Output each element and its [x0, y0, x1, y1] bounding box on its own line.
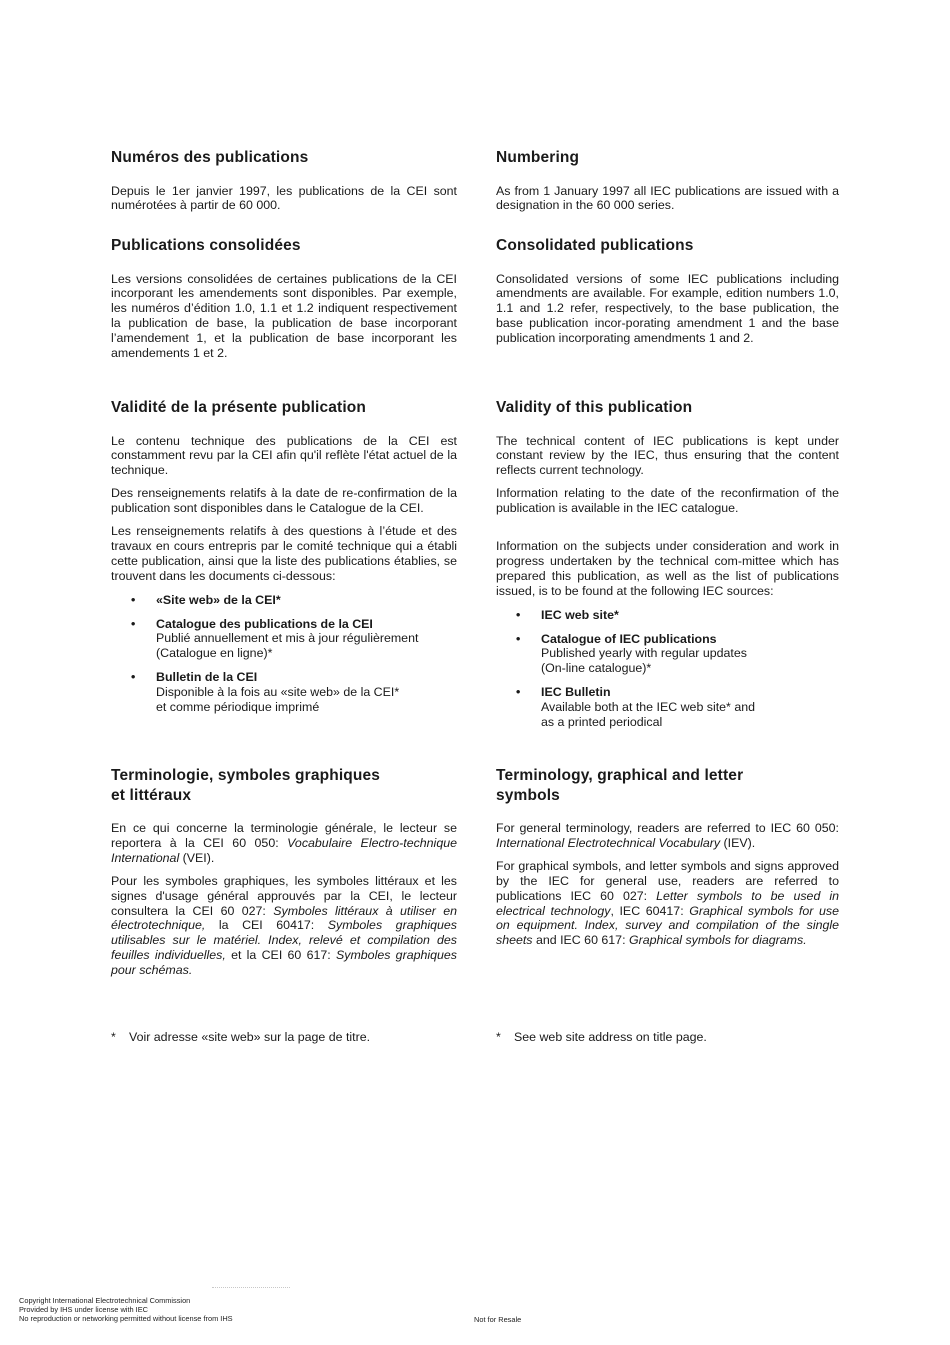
sources-list [496, 608, 839, 730]
reproduction-line: No reproduction or networking permitted without license from IHS [19, 1314, 233, 1323]
section-title: Consolidated publications [496, 237, 694, 254]
section-title: Validity of this publication [496, 399, 693, 416]
list-item: • Catalogue of IEC publications Published yearly with regular updates (On-line catalogue)* [516, 631, 747, 676]
section-title: Publications consolidées [111, 237, 301, 254]
section-consolidated-en [496, 236, 839, 354]
section-validity-fr [111, 398, 457, 724]
paragraph: For general terminology, readers are referred to IEC 60 050: International Electrotechnical Vocabulary (IEV). [496, 821, 839, 850]
paragraph: Les renseignements relatifs à des questions à l’étude et des travaux en cours entrepris par le comité technique qui a établi cette publication, ainsi que la liste des publications établies, se trouvent dans les documents ci-dessous: [111, 524, 457, 583]
list-item: • IEC Bulletin Available both at the IEC web site* and as a printed periodical [516, 685, 755, 730]
license-line: Provided by IHS under license with IEC [19, 1305, 148, 1314]
paragraph: Consolidated versions of some IEC publications including amendments are available. For example, edition numbers 1.0, 1.1 and 1.2 refer, respectively, to the base publication, the base publication incor-porating amendment 1 and the base publication incorporating amendments 1 and 2. [496, 271, 839, 346]
section-title: Terminology, graphical and letter symbols [496, 767, 744, 804]
list-item: • IEC web site* [516, 607, 619, 622]
paragraph: Pour les symboles graphiques, les symboles littéraux et les signes d'usage général approuvés par la CEI, le lecteur consultera la CEI 60 027: Symboles littéraux à utiliser en électrotechnique, la CEI 60417: Symboles graphiques utilisables sur le matériel. Index, relevé et compilation des feuilles individuelles, et la CEI 60 617: Symboles graphiques pour schémas. [111, 873, 457, 978]
section-terminology-en [496, 766, 839, 956]
section-validity-en [496, 398, 839, 739]
footnote-en: * See web site address on title page. [496, 1030, 707, 1044]
sources-list [111, 593, 457, 715]
paragraph: Des renseignements relatifs à la date de re-confirmation de la publication sont disponibles dans le Catalogue de la CEI. [111, 486, 457, 516]
paragraph: Depuis le 1er janvier 1997, les publications de la CEI sont numérotées à partir de 60 000. [111, 183, 457, 213]
paragraph: The technical content of IEC publications is kept under constant review by the IEC, thus ensuring that the content reflects current technology. [496, 433, 839, 478]
section-numbering-fr [111, 148, 457, 221]
copyright-line: Copyright International Electrotechnical Commission [19, 1296, 191, 1305]
paragraph: Les versions consolidées de certaines publications de la CEI incorporant les amendements sont disponibles. Par exemple, les numéros d’édition 1.0, 1.1 et 1.2 indiquent respectivement la publication de base, la publication de base incorporant l’amendement 1, et la publication de base incorporant les amendements 1 et 2. [111, 271, 457, 361]
list-item: • «Site web» de la CEI* [131, 592, 281, 607]
section-title: Numbering [496, 149, 580, 166]
section-title: Terminologie, symboles graphiques et littéraux [111, 767, 381, 804]
footnote-fr: * Voir adresse «site web» sur la page de titre. [111, 1030, 371, 1044]
not-for-resale: Not for Resale [474, 1315, 522, 1324]
list-item: • Catalogue des publications de la CEI Publié annuellement et mis à jour régulièrement (Catalogue en ligne)* [131, 616, 419, 661]
paragraph: Information relating to the date of the reconfirmation of the publication is available in the IEC catalogue. [496, 486, 839, 516]
list-item: • Bulletin de la CEI Disponible à la fois au «site web» de la CEI* et comme périodique imprimé [131, 670, 400, 715]
paragraph: Le contenu technique des publications de la CEI est constamment revu par la CEI afin qu'il reflète l'état actuel de la technique. [111, 433, 457, 478]
paragraph: En ce qui concerne la terminologie générale, le lecteur se reportera à la CEI 60 050: Vocabulaire Electro-technique International (VEI). [111, 821, 457, 865]
paragraph: Information on the subjects under consideration and work in progress undertaken by the technical com-mittee which has prepared this publication, as well as the list of publications issued, is to be found at the following IEC sources: [496, 539, 839, 598]
section-title: Numéros des publications [111, 149, 309, 166]
section-terminology-fr [111, 766, 457, 986]
paragraph: For graphical symbols, and letter symbols and signs approved by the IEC for general use, readers are referred to publications IEC 60 027: Letter symbols to be used in electrical technology, IEC 60417: Graphical symbols for use on equipment. Index, survey and compilation of the single sheets and IEC 60 617: Graphical symbols for diagrams. [496, 858, 840, 948]
section-title: Validité de la présente publication [111, 399, 367, 416]
section-consolidated-fr [111, 236, 457, 369]
faint-divider [212, 1287, 290, 1291]
paragraph: As from 1 January 1997 all IEC publications are issued with a designation in the 60 000 series. [496, 183, 839, 213]
section-numbering-en [496, 148, 839, 221]
